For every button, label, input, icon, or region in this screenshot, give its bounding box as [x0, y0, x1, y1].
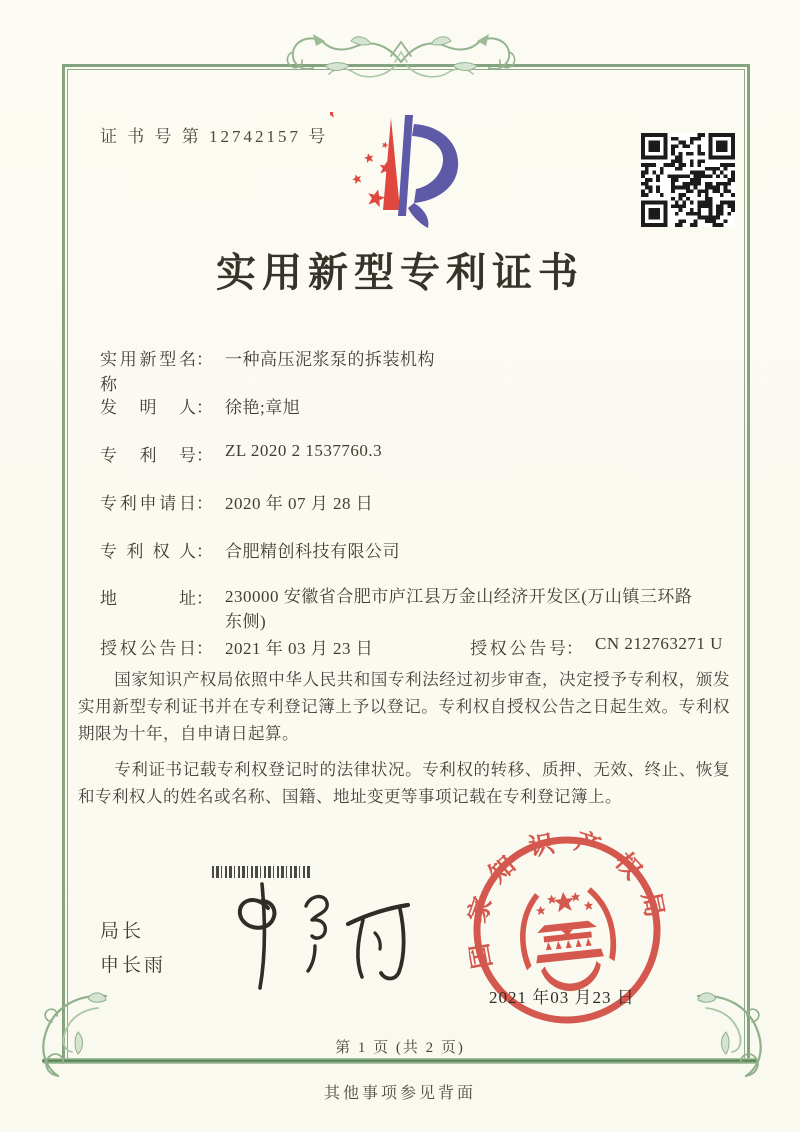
field-value: 合肥精创科技有限公司 [225, 542, 400, 561]
field-label: 专利申请日 [100, 494, 196, 513]
field-row-patent-number [100, 441, 720, 466]
field-label: 实用新型名称 [100, 350, 196, 394]
signer-name: 申长雨 [100, 955, 167, 976]
field-colon: ： [196, 350, 213, 369]
field-colon: ： [196, 494, 213, 513]
field-row-grant [100, 634, 723, 659]
field-row-filing-date [100, 489, 720, 514]
bottom-left-flourish-icon [26, 988, 110, 1080]
field-colon: ： [566, 639, 583, 658]
field-label: 发明人 [100, 398, 196, 417]
grant-number-value: CN 212763271 U [595, 634, 723, 653]
logo-purple-tail [408, 203, 428, 228]
field-label: 专利权人 [100, 542, 196, 561]
field-row-address [100, 584, 720, 634]
field-colon: ： [196, 446, 213, 465]
field-label: 地址 [100, 589, 196, 608]
logo-purple-bowl [412, 124, 458, 203]
field-value: 一种高压泥浆泵的拆装机构 [225, 350, 435, 369]
certificate-title: 实用新型专利证书 [216, 250, 584, 295]
qr-code-icon [641, 133, 735, 227]
footer-note: 其他事项参见背面 [323, 1085, 476, 1102]
logo-purple-stem [398, 115, 413, 216]
field-row-invention-name [100, 345, 720, 395]
field-label: 授权公告日 [100, 639, 196, 658]
bottom-border-rule [42, 1058, 758, 1064]
field-colon: ： [196, 589, 213, 608]
seal-text: 国家知识产权局 [463, 827, 672, 971]
field-value: 230000 安徽省合肥市庐江县万金山经济开发区(万山镇三环路东侧) [225, 587, 693, 631]
certificate-number: 证 书 号 第 12742157 号 [100, 127, 329, 146]
logo-stars [330, 112, 394, 208]
top-flourish-ornament-icon [281, 32, 521, 96]
signer-title: 局长 [100, 921, 145, 942]
page-number: 第 1 页 (共 2 页) [335, 1040, 465, 1056]
director-signature [216, 876, 416, 996]
field-row-inventor [100, 393, 720, 418]
seal-national-emblem [515, 885, 621, 996]
seal-date: 2021 年03 月23 日 [489, 988, 635, 1007]
legal-paragraph-2: 专利证书记载专利权登记时的法律状况。专利权的转移、质押、无效、终止、恢复和专利权人的姓名或名称、国籍、地址变更等事项记载在专利登记簿上。 [78, 760, 730, 806]
cnipa-logo-icon [330, 112, 470, 232]
svg-text:国家知识产权局 [457, 820, 674, 971]
field-colon: ： [196, 639, 213, 658]
field-value: ZL 2020 2 1537760.3 [225, 441, 383, 460]
field-value: 徐艳;章旭 [225, 398, 301, 417]
field-label: 授权公告号 [470, 639, 566, 658]
field-colon: ： [196, 542, 213, 561]
field-row-patentee [100, 537, 720, 562]
legal-text-block [78, 666, 730, 819]
grant-date-value: 2021 年 03 月 23 日 [225, 639, 374, 658]
field-colon: ： [196, 398, 213, 417]
field-label: 专利号 [100, 446, 196, 465]
field-value: 2020 年 07 月 28 日 [225, 494, 374, 513]
grant-number-pair [470, 634, 723, 659]
legal-paragraph-1: 国家知识产权局依照中华人民共和国专利法经过初步审查，决定授予专利权，颁发实用新型专利证书并在专利登记簿上予以登记。专利权自授权公告之日起生效。专利权期限为十年，自申请日起算。 [78, 670, 730, 743]
bottom-right-flourish-icon [694, 988, 778, 1080]
